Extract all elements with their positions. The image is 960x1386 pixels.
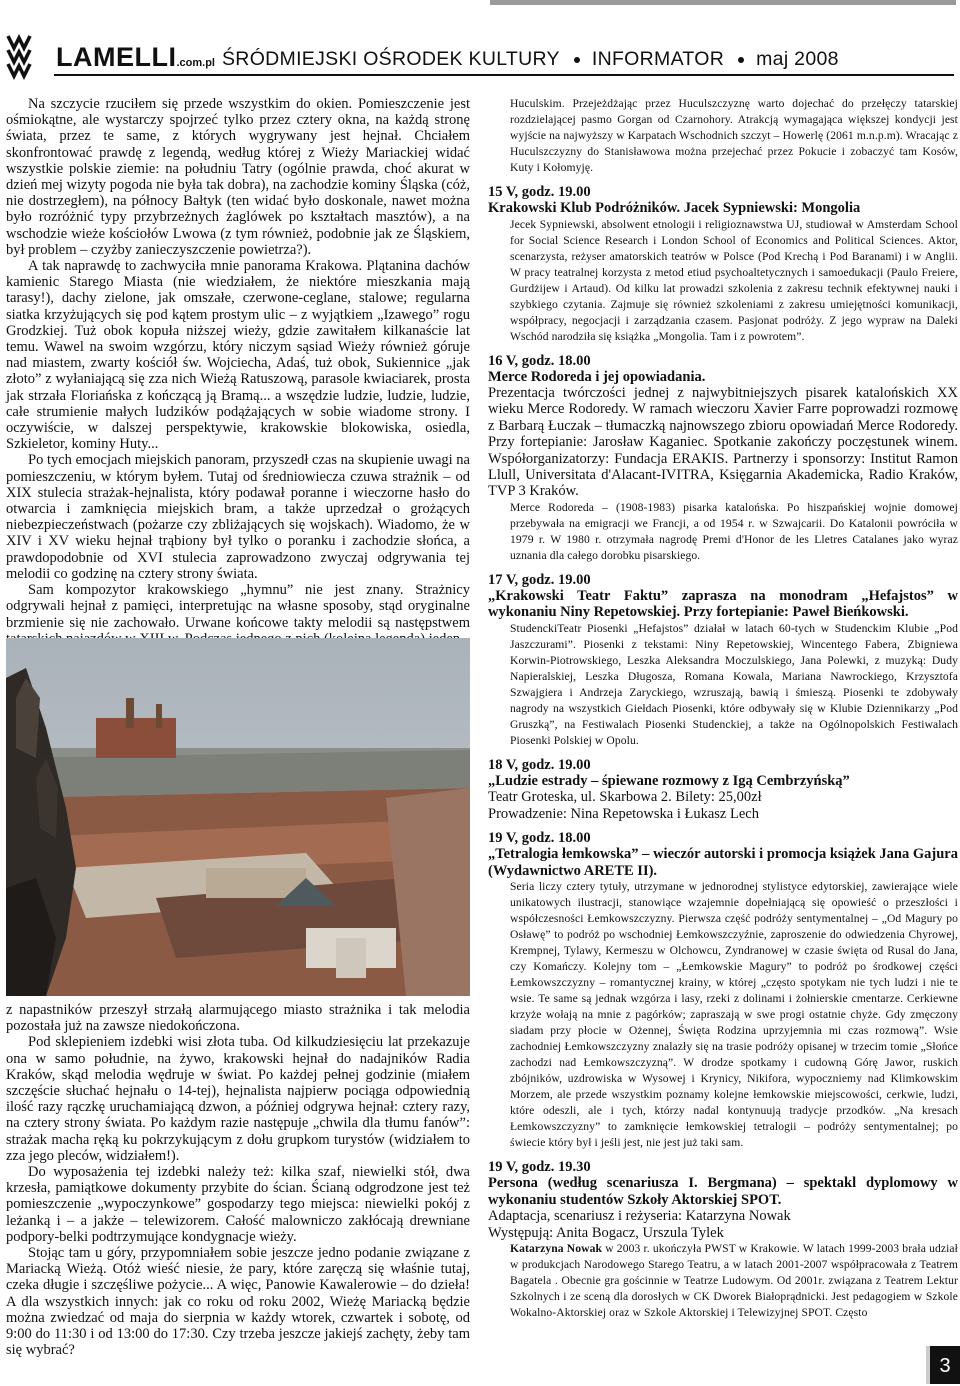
krakow-panorama-photo (6, 638, 470, 996)
article-paragraph: Na szczycie rzuciłem się przede wszystkim do okien. Pomieszczenie jest ośmiokątne, ale wystarczy spojrzeć tylko przez cztery okna, na każdą stronę świata, przez te same, z których wygrywany jest hejnał. Chciałem skonfrontować prawdę z legendą, według której z Wieży Mariackiej widać wszystkie polskie ziemie: na południu Tatry (ogólnie prawda, choć akurat w dzień mej wizyty pogoda nie była tak dobra), na zachodzie kominy Śląska (cóż, nie dostrzegłem), na północy Bałtyk (ten widać było doskonale, nawet można było rozróżnić typy przybrzeżnych żaglówek po kształtach masztów), a na wschodzie wieże kościołów Lwowa (z tym również, podobnie jak ze Śląskiem, był problem – czyżby zanieczyszczenie powietrza?). (6, 96, 470, 258)
article-paragraph: Pod sklepieniem izdebki wisi złota tuba. Od kilkudziesięciu lat przekazuje ona w samo południe, na żywo, krakowski hejnał do nadajników Radia Kraków, skąd melodia wędruje w świat. Po każdej pełnej godzinie (miałem szczęście słuchać hejnału o 14-tej), hejnalista najpierw pociąga odpowiednią ilość razy rączkę uruchamiającą dzwon, a później odgrywa hejnał: cztery razy, na cztery strony świata. Po każdym razie następuje „chwila dla tłumu fanów”: strażak macha ręką ku pokrzykującym z dołu grupkom turystów (widziałem to zza jego pleców, widziałem!). (6, 1034, 470, 1164)
event-title: Merce Rodoreda i jej opowiadania. (488, 368, 706, 385)
bio-text: w 2003 r. ukończyła PWST w Krakowie. W latach 1999-2003 brała udział w produkcjach Narodowego Starego Teatru, a w latach 2001-2007 współpracowała z Teatrem Bagatela . Obecnie gra gościnnie w Teatrze Ludowym. Od 2001r. związana z Teatrem Lektur Szkolnych i ze sceną dla dorosłych w CK Dworek Białoprądnicki. Jest pedagogiem w Szkole Wokalno-Aktorskiej oraz w Szkole Aktorskiej i Telewizyjnej SPOT. Często (510, 1241, 959, 1319)
issue-date: maj 2008 (756, 48, 839, 70)
article-column-top (6, 96, 470, 647)
event-date: 15 V, godz. 19.00 (488, 184, 591, 200)
article-paragraph: z napastników przeszył strzałą alarmującego miasto strażnika i tak melodia pozostała już na zawsze niedokończona. (6, 1002, 470, 1035)
krakow-panorama-image (6, 638, 470, 996)
article-paragraph: Po tych emocjach miejskich panoram, przyszedł czas na skupienie uwagi na pomieszczeniu, w którym byłem. Tutaj od średniowiecza czuwa strażnik – od XIX stulecia strażak-hejnalista, który podawał poranne i wieczorne hasło do otwarcia i zamknięcia miejskich bram, a także uprzedzał o grożących niebezpieczeństwach (pożarze czy zbliżających się wojskach). Wiadomo, że w XIV i XV wieku hejnał trąbiony był tylko o poranku i zachodzie słońca, a prawdopodobnie od XVI stulecia zaprowadzono zwyczaj odgrywania tej melodii co godzinę na cztery strony świata. (6, 452, 470, 582)
event-description: StudenckiTeatr Piosenki „Hefajstos” działał w latach 60-tych w Studenckim Klubie „Pod Jaszczurami”. Piosenki z tekstami: Niny Repetowskiej, Wincentego Fabera, Zbigniewa Korwin-Piotrowskiego, Leszka Aleksandra Moczulskiego, Jana Polewki, z muzyką: Dudy Napieralskiej, Leszka Długosza, Romana Kowala, Mariana Nawrockiego, Krzysztofa Szwajgiera i Andrzeja Zaryckiego, wzruszają, bawią i śmieszą. Piosenki te zdobywały nagrody na wszystkich Giełdach Piosenki, które odbywały się w Klubie Dziennikarzy „Pod Gruszką”, na Festiwalach Piosenki Studenckiej, a także na Ogólnopolskich Festiwalach Piosenki Polskiej w Opolu. (510, 621, 958, 747)
event-date: 19 V, godz. 19.30 (488, 1159, 591, 1176)
events-column (488, 96, 958, 1321)
event-date: 19 V, godz. 18.00 (488, 830, 591, 847)
page-header (6, 34, 954, 82)
event-title: „Ludzie estrady – śpiewane rozmowy z Igą Cembrzyńską” (488, 772, 850, 789)
event-title: „Krakowski Teatr Faktu” zaprasza na monodram „Hefajstos” w wykonaniu Niny Repetowskiej. Przy fortepianie: Paweł Bieńkowski. (488, 587, 958, 621)
article-column-bottom (6, 1002, 470, 1358)
event-detail: Teatr Groteska, ul. Skarbowa 2. Bilety: 25,00zł (488, 789, 762, 806)
article-paragraph: Sam kompozytor krakowskiego „hymnu” nie jest znany. Strażnicy odgrywali hejnał z pamięci, interpretując na własne sposoby, stąd oryginalne brzmienie się nie zachowało. Urwane końcowe takty melodii są następstwem (6, 582, 470, 631)
bullet-icon (738, 57, 744, 63)
event-date: 17 V, godz. 19.00 (488, 571, 591, 588)
header-title (222, 48, 839, 71)
event-body: Prezentacja twórczości jednej z najwybitniejszych pisarek katalońskich XX wieku Merce Rodoredy. W ramach wieczoru Xavier Farre poprowadzi rozmowę z Barbarą Łuczak – tłumaczką najnowszego zbioru opowiadań Merce Rodoredy. Przy fortepianie: Jarosław Kaganiec. Spotkanie zakończy poczęstunek winem. Współorganizatorzy: Fundacja ERAKIS. Partnerzy i sponsorzy: Institut Ramon Llull, Universitata d'Alacant-IVITRA, Księgarnia Akademicka, Radio Kraków, TVP 3 Kraków. (488, 385, 958, 500)
event-date: 16 V, godz. 18.00 (488, 352, 591, 369)
event-title: Krakowski Klub Podróżników. Jacek Sypniewski: Mongolia (488, 200, 861, 216)
section-name: INFORMATOR (591, 48, 725, 70)
event-title: Persona (według scenariusza I. Bergmana) – spektakl dyplomowy w wykonaniu studentów Szkoły Aktorskiej SPOT. (488, 1175, 958, 1208)
person-name: Katarzyna Nowak (510, 1241, 603, 1255)
article-paragraph: Stojąc tam u góry, przypomniałem sobie jeszcze jedno podanie związane z Mariacką Wieżą. Otóż wieść niesie, że pary, które zaręczą się właśnie tutaj, czeka długie i szczęśliwe pożycie... A więc, Panowie Kawalerowie – do dzieła! A dla wszystkich innych: jak co roku od roku 2002, Wieżę Mariacką będzie można zwiedzać od maja do sierpnia w każdy wtorek, czwartek i sobotę, od 9:00 do 11:30 i od 13:00 do 17:30. Czy trzeba jeszcze jakiejś zachęty, żeby tam się wybrać? (6, 1245, 470, 1359)
event-description: Huculskim. Przejeżdżając przez Huculszczyznę warto dojechać do przełęczy tatarskiej rozdzielającej pasmo Gorgan od Czarnohory. Atrakcją wymagająca większej kondycji jest wyjście na najwyższy w Karpatach Wschodnich szczyt – Howerlę (2061 m.n.p.m). Wracając z Huculszczyzny do Stanisławowa można przejechać przez Pokucie i zobaczyć tam Kosów, Kuty i Kołomyję. (510, 97, 958, 174)
event-title: „Tetralogia łemkowska” – wieczór autorski i promocja książek Jana Gajura (Wydawnictwo ARETE II). (488, 846, 958, 879)
article-paragraph: A tak naprawdę to zachwyciła mnie panorama Krakowa. Plątanina dachów kamienic Starego Miasta (nie wiedziałem, że niektóre mieszkania mają tarasy!), dachy zielone, jak omszałe, czerwone-ceglane, stalowe; regularna siatka krzyżujących się pod kątem prostym ulic – z wyjątkiem „Izawego” rogu Grodzkiej. Tuż obok kopuła niższej wieży, gdzie zawitałem kilkanaście lat temu. Wawel na swoim wzgórzu, który niczym sąsiad Wieży również góruje nad miastem, zwarty kościół św. Wojciecha, Adaś, tuż obok, Sukiennice „jak złoto” z wyłaniającą się zza nich Wieżą Ratuszową, parasole kwiaciarek, prosta jak strzała Floriańska z kończącą ją Bramą... a wszędzie ludzie, ludzie, ludzie, całe strumienie małych ludzików podążających w sobie wiadome strony. I oczywiście, w dalszej perspektywie, krakowskie blokowiska, osiedla, Szkieletor, kominy Huty... (6, 258, 470, 453)
event-description: Jecek Sypniewski, absolwent etnologii i religioznawstwa UJ, studiował w Amsterdam School for Social Science Research i London School of Economics and Political Sciences. Aktor, scenarzysta, reżyser amatorskich teatrów w Polsce (Pod Krechą i Pod Baranami) i w Anglii. W pracy teatralnej korzysta z metod etiud psychoaltetycznych i samoedukacji (Paulo Freiere, Gurdżijew i Artaud). Od kilku lat prowadzi szkolenia z zakresu technik efektywnej nauki i szybkiego czytania. Zajmuje się również szkoleniami z zakresu umiejętności komunikacji, współpracy, negocjacji i zarządzania czasem. Pasjonat podróży. Z jego wypraw na Daleki Wschód narodziła się książka „Mongolia. Tam i z powrotem”. (510, 217, 958, 343)
top-strip (490, 0, 956, 5)
event-description: Merce Rodoreda – (1908-1983) pisarka katalońska. Po hiszpańskiej wojnie domowej przebywała na emigracji we Francji, a od 1954 r. w Szwajcarii. Do Katalonii powróciła w 1979 r. W 1980 r. otrzymała nagrodę Premi d'Honor de les Lletres Catalanes jako wyraz uznania dla całego dorobku pisarskiego. (510, 500, 958, 562)
article-paragraph: Do wyposażenia tej izdebki należy też: kilka szaf, niewielki stół, dwa krzesła, pamiątkowe dokumenty przybite do ścian. Ścianą odgrodzone jest też pomieszczenie „wypoczynkowe” gospodarzy tego miejsca: niewielki pokój z leżanką i – a jakże – telewizorem. Całość malowniczo zakłócają drewniane podpory-belki podtrzymujące kondygnacje wieży. (6, 1164, 470, 1245)
bullet-icon (574, 57, 580, 63)
event-detail: Adaptacja, scenariusz i reżyseria: Katarzyna Nowak (488, 1208, 791, 1225)
lamelli-logo-icon (6, 34, 50, 80)
logo-wordmark: LAMELLI.com.pl (56, 42, 215, 72)
event-description: Seria liczy cztery tytuły, utrzymane w jednorodnej stylistyce edytorskiej, zawierające wiele unikatowych ilustracji, stanowiące wzajemnie dopełniającą się opowieść o przeszłości i współczesności Łemkowszczyzny. Pierwsza część podróży sentymentalnej – „Od Magury po Osławę” to podróż po wschodniej Łemkowszczyźnie, zaproszenie do odwiedzenia Chyrowej, Krempnej, Tylawy, Kermeszu w Olchowcu, Zyndranowej w czasie święta od Rusal do Jana, czy Komańczy. Kolejny tom – „Łemkowskie Magury” to podróż po środkowej części Łemkowszczyzny – romantycznej krainy, w której „często spotykam nie tych ludzi i nie te wsie. Te same są jednak wzgórza i lasy, rzeki z dolinami i żołnierskie cmentarze. Cerkiewne krzyże wołają na mnie z pagórków; zapraszają w swe progi ostatnie chyże. Gdy zmęczony siadam przy płocie w Ożennej, Święta Rodzina uprzyjemnia mi czas rozmową”. Wsie zachodniej Łemkowszczyzny znalazły się na trasie podróży opisanej w trzecim tomie „Słońce zachodzi nad Łemkowszczyzną”. W drodze spotkamy i cudowną Górę Jawor, ruskich zbójników, uzdrowiska w Wysowej i Krynicy, Nikifora, wypoczniemy nad Klimkowskim Morzem, ale przede wszystkim poznamy kolejne łemkowskie miejscowości, cerkwie, ludzi, które odeszli, ale i tych, którzy nadal kontynuują tradycje przodków. „Na kresach Łemkowszczyzny” to zamknięcie łemkowskiej tetralogii – podróży sentymentalnej; po świecie który był i jeśli jest, nie jest już taki sam. (510, 880, 958, 1150)
event-date: 18 V, godz. 19.00 (488, 756, 591, 773)
event-detail: Występują: Anita Bogacz, Urszula Tylek (488, 1224, 724, 1241)
page-number: 3 (930, 1346, 960, 1384)
header-rule (54, 74, 954, 76)
event-description (488, 1241, 958, 1321)
event-detail: Prowadzenie: Nina Repetowska i Łukasz Lech (488, 805, 759, 822)
org-name: ŚRÓDMIEJSKI OŚRODEK KULTURY (222, 48, 560, 70)
